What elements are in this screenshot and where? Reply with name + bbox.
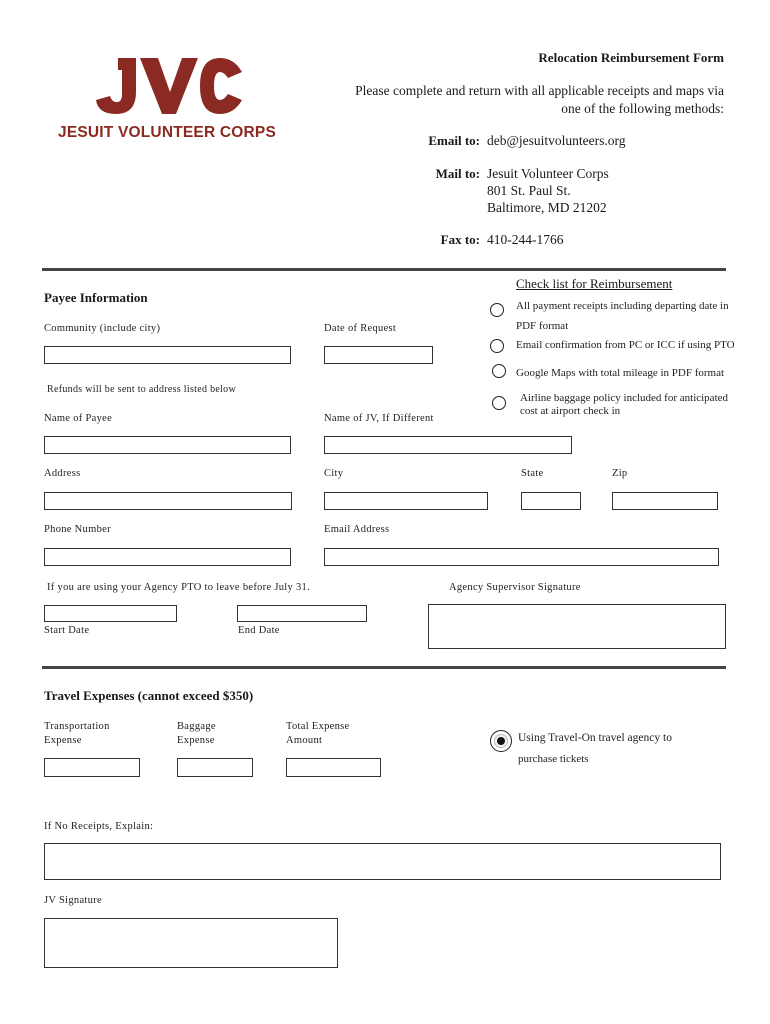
transport-label-line2: Expense xyxy=(44,735,82,746)
checklist-title: Check list for Reimbursement xyxy=(516,276,673,291)
jv-signature-box[interactable] xyxy=(44,918,338,968)
checklist-item3: Google Maps with total mileage in PDF format xyxy=(516,367,725,379)
baggage-label-line2: Expense xyxy=(177,735,215,746)
state-label: State xyxy=(521,468,544,479)
date-of-request-label: Date of Request xyxy=(324,323,397,334)
total-label-line2: Amount xyxy=(286,735,323,746)
fax-to-label: Fax to: xyxy=(440,232,480,247)
start-date-input[interactable] xyxy=(44,605,177,622)
supervisor-signature-box[interactable] xyxy=(428,604,726,649)
instructions-line2: one of the following methods: xyxy=(561,101,724,116)
checklist-radio-2[interactable] xyxy=(490,339,504,353)
phone-input[interactable] xyxy=(44,548,291,566)
fax-to-value: 410-244-1766 xyxy=(487,232,564,247)
radio-dot-icon xyxy=(497,737,505,745)
zip-label: Zip xyxy=(612,468,628,479)
email-to-value: deb@jesuitvolunteers.org xyxy=(487,133,626,148)
phone-label: Phone Number xyxy=(44,524,111,535)
jvc-logo-mark xyxy=(96,56,246,118)
checklist-item4-line2: cost at airport check in xyxy=(520,405,621,417)
transport-expense-input[interactable] xyxy=(44,758,140,777)
total-label-line1: Total Expense xyxy=(286,721,350,732)
city-input[interactable] xyxy=(324,492,488,510)
checklist-radio-3[interactable] xyxy=(492,364,506,378)
baggage-label-line1: Baggage xyxy=(177,721,216,732)
address-label: Address xyxy=(44,468,81,479)
top-divider xyxy=(42,268,726,271)
address-input[interactable] xyxy=(44,492,292,510)
mail-line2: 801 St. Paul St. xyxy=(487,183,571,198)
mail-line1: Jesuit Volunteer Corps xyxy=(487,166,609,181)
checklist-item2: Email confirmation from PC or ICC if using PTO xyxy=(516,339,735,351)
travel-on-radio-selected[interactable] xyxy=(490,730,512,752)
end-date-input[interactable] xyxy=(237,605,367,622)
city-label: City xyxy=(324,468,344,479)
jv-name-input[interactable] xyxy=(324,436,572,454)
date-of-request-input[interactable] xyxy=(324,346,433,364)
payee-name-label: Name of Payee xyxy=(44,413,113,424)
travel-section-title: Travel Expenses (cannot exceed $350) xyxy=(44,688,254,703)
supervisor-signature-label: Agency Supervisor Signature xyxy=(449,582,581,593)
checklist-item1-line1: All payment receipts including departing date in xyxy=(516,300,729,312)
total-expense-input[interactable] xyxy=(286,758,381,777)
checklist-item1-line2: PDF format xyxy=(516,320,569,332)
transport-label-line1: Transportation xyxy=(44,721,110,732)
state-input[interactable] xyxy=(521,492,581,510)
travel-on-line1: Using Travel-On travel agency to xyxy=(518,732,672,744)
email-address-label: Email Address xyxy=(324,524,390,535)
pto-note: If you are using your Agency PTO to leave before July 31. xyxy=(47,582,311,593)
refund-note: Refunds will be sent to address listed below xyxy=(47,384,237,395)
logo-wordmark: JESUIT VOLUNTEER CORPS xyxy=(58,124,276,141)
zip-input[interactable] xyxy=(612,492,718,510)
travel-on-line2: purchase tickets xyxy=(518,753,589,765)
form-title: Relocation Reimbursement Form xyxy=(538,50,724,65)
jvc-logo xyxy=(58,56,286,146)
jv-signature-label: JV Signature xyxy=(44,895,102,906)
baggage-expense-input[interactable] xyxy=(177,758,253,777)
checklist-item4-line1: Airline baggage policy included for anticipated xyxy=(520,392,729,404)
instructions-line1: Please complete and return with all applicable receipts and maps via xyxy=(355,83,724,98)
community-input[interactable] xyxy=(44,346,291,364)
payee-name-input[interactable] xyxy=(44,436,291,454)
no-receipts-explain-box[interactable] xyxy=(44,843,721,880)
middle-divider xyxy=(42,666,726,669)
mail-to-label: Mail to: xyxy=(435,166,480,181)
email-address-input[interactable] xyxy=(324,548,719,566)
end-date-label: End Date xyxy=(238,625,280,636)
jv-name-label: Name of JV, If Different xyxy=(324,413,434,424)
checklist-radio-4[interactable] xyxy=(492,396,506,410)
checklist-radio-1[interactable] xyxy=(490,303,504,317)
mail-line3: Baltimore, MD 21202 xyxy=(487,200,607,215)
payee-section-title: Payee Information xyxy=(44,290,148,305)
no-receipts-label: If No Receipts, Explain: xyxy=(44,821,154,832)
community-label: Community (include city) xyxy=(44,323,161,334)
start-date-label: Start Date xyxy=(44,625,90,636)
email-to-label: Email to: xyxy=(428,133,480,148)
